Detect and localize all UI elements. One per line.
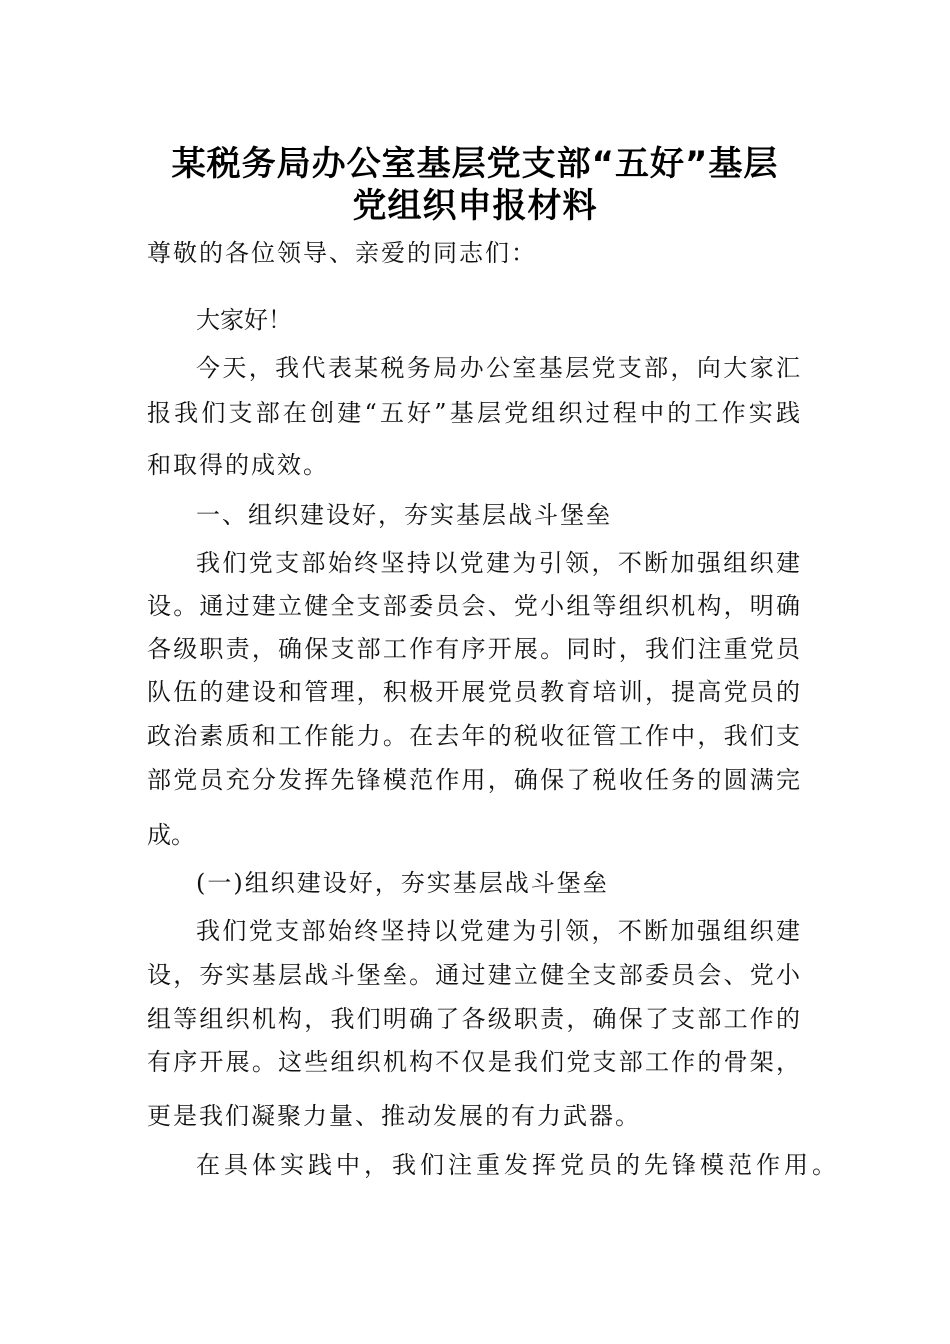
section-1-line-7: 成。 bbox=[147, 821, 195, 849]
section-1-line-4: 队伍的建设和管理，积极开展党员教育培训，提高党员的 bbox=[147, 678, 800, 706]
subsection-1-heading: (一)组织建设好，夯实基层战斗堡垒 bbox=[196, 869, 609, 897]
subsection-1-line-2: 设，夯实基层战斗堡垒。通过建立健全支部委员会、党小 bbox=[147, 961, 800, 989]
salutation: 尊敬的各位领导、亲爱的同志们： bbox=[147, 239, 537, 267]
subsection-1-line-5: 更是我们凝聚力量、推动发展的有力武器。 bbox=[147, 1102, 641, 1130]
section-1-line-1: 我们党支部始终坚持以党建为引领，不断加强组织建 bbox=[196, 549, 800, 577]
intro-line-3: 和取得的成效。 bbox=[147, 451, 329, 479]
greeting: 大家好！ bbox=[196, 306, 292, 334]
document-title-line-1: 某税务局办公室基层党支部“五好”基层 bbox=[171, 144, 779, 184]
section-1-line-6: 部党员充分发挥先锋模范作用，确保了税收任务的圆满完 bbox=[147, 766, 800, 794]
subsection-1-line-3: 组等组织机构，我们明确了各级职责，确保了支部工作的 bbox=[147, 1005, 800, 1033]
paragraph-last-line: 在具体实践中，我们注重发挥党员的先锋模范作用。 bbox=[196, 1151, 840, 1179]
section-1-line-5: 政治素质和工作能力。在去年的税收征管工作中，我们支 bbox=[147, 722, 800, 750]
subsection-1-line-1: 我们党支部始终坚持以党建为引领，不断加强组织建 bbox=[196, 917, 800, 945]
section-1-line-2: 设。通过建立健全支部委员会、党小组等组织机构，明确 bbox=[147, 592, 800, 620]
intro-line-2: 报我们支部在创建“五好”基层党组织过程中的工作实践 bbox=[147, 399, 800, 427]
document-title-line-2: 党组织申报材料 bbox=[352, 186, 598, 226]
subsection-1-line-4: 有序开展。这些组织机构不仅是我们党支部工作的骨架， bbox=[147, 1048, 800, 1076]
section-1-heading: 一、组织建设好，夯实基层战斗堡垒 bbox=[196, 501, 612, 529]
intro-line-1: 今天，我代表某税务局办公室基层党支部，向大家汇 bbox=[196, 354, 800, 382]
section-1-line-3: 各级职责，确保支部工作有序开展。同时，我们注重党员 bbox=[147, 635, 800, 663]
